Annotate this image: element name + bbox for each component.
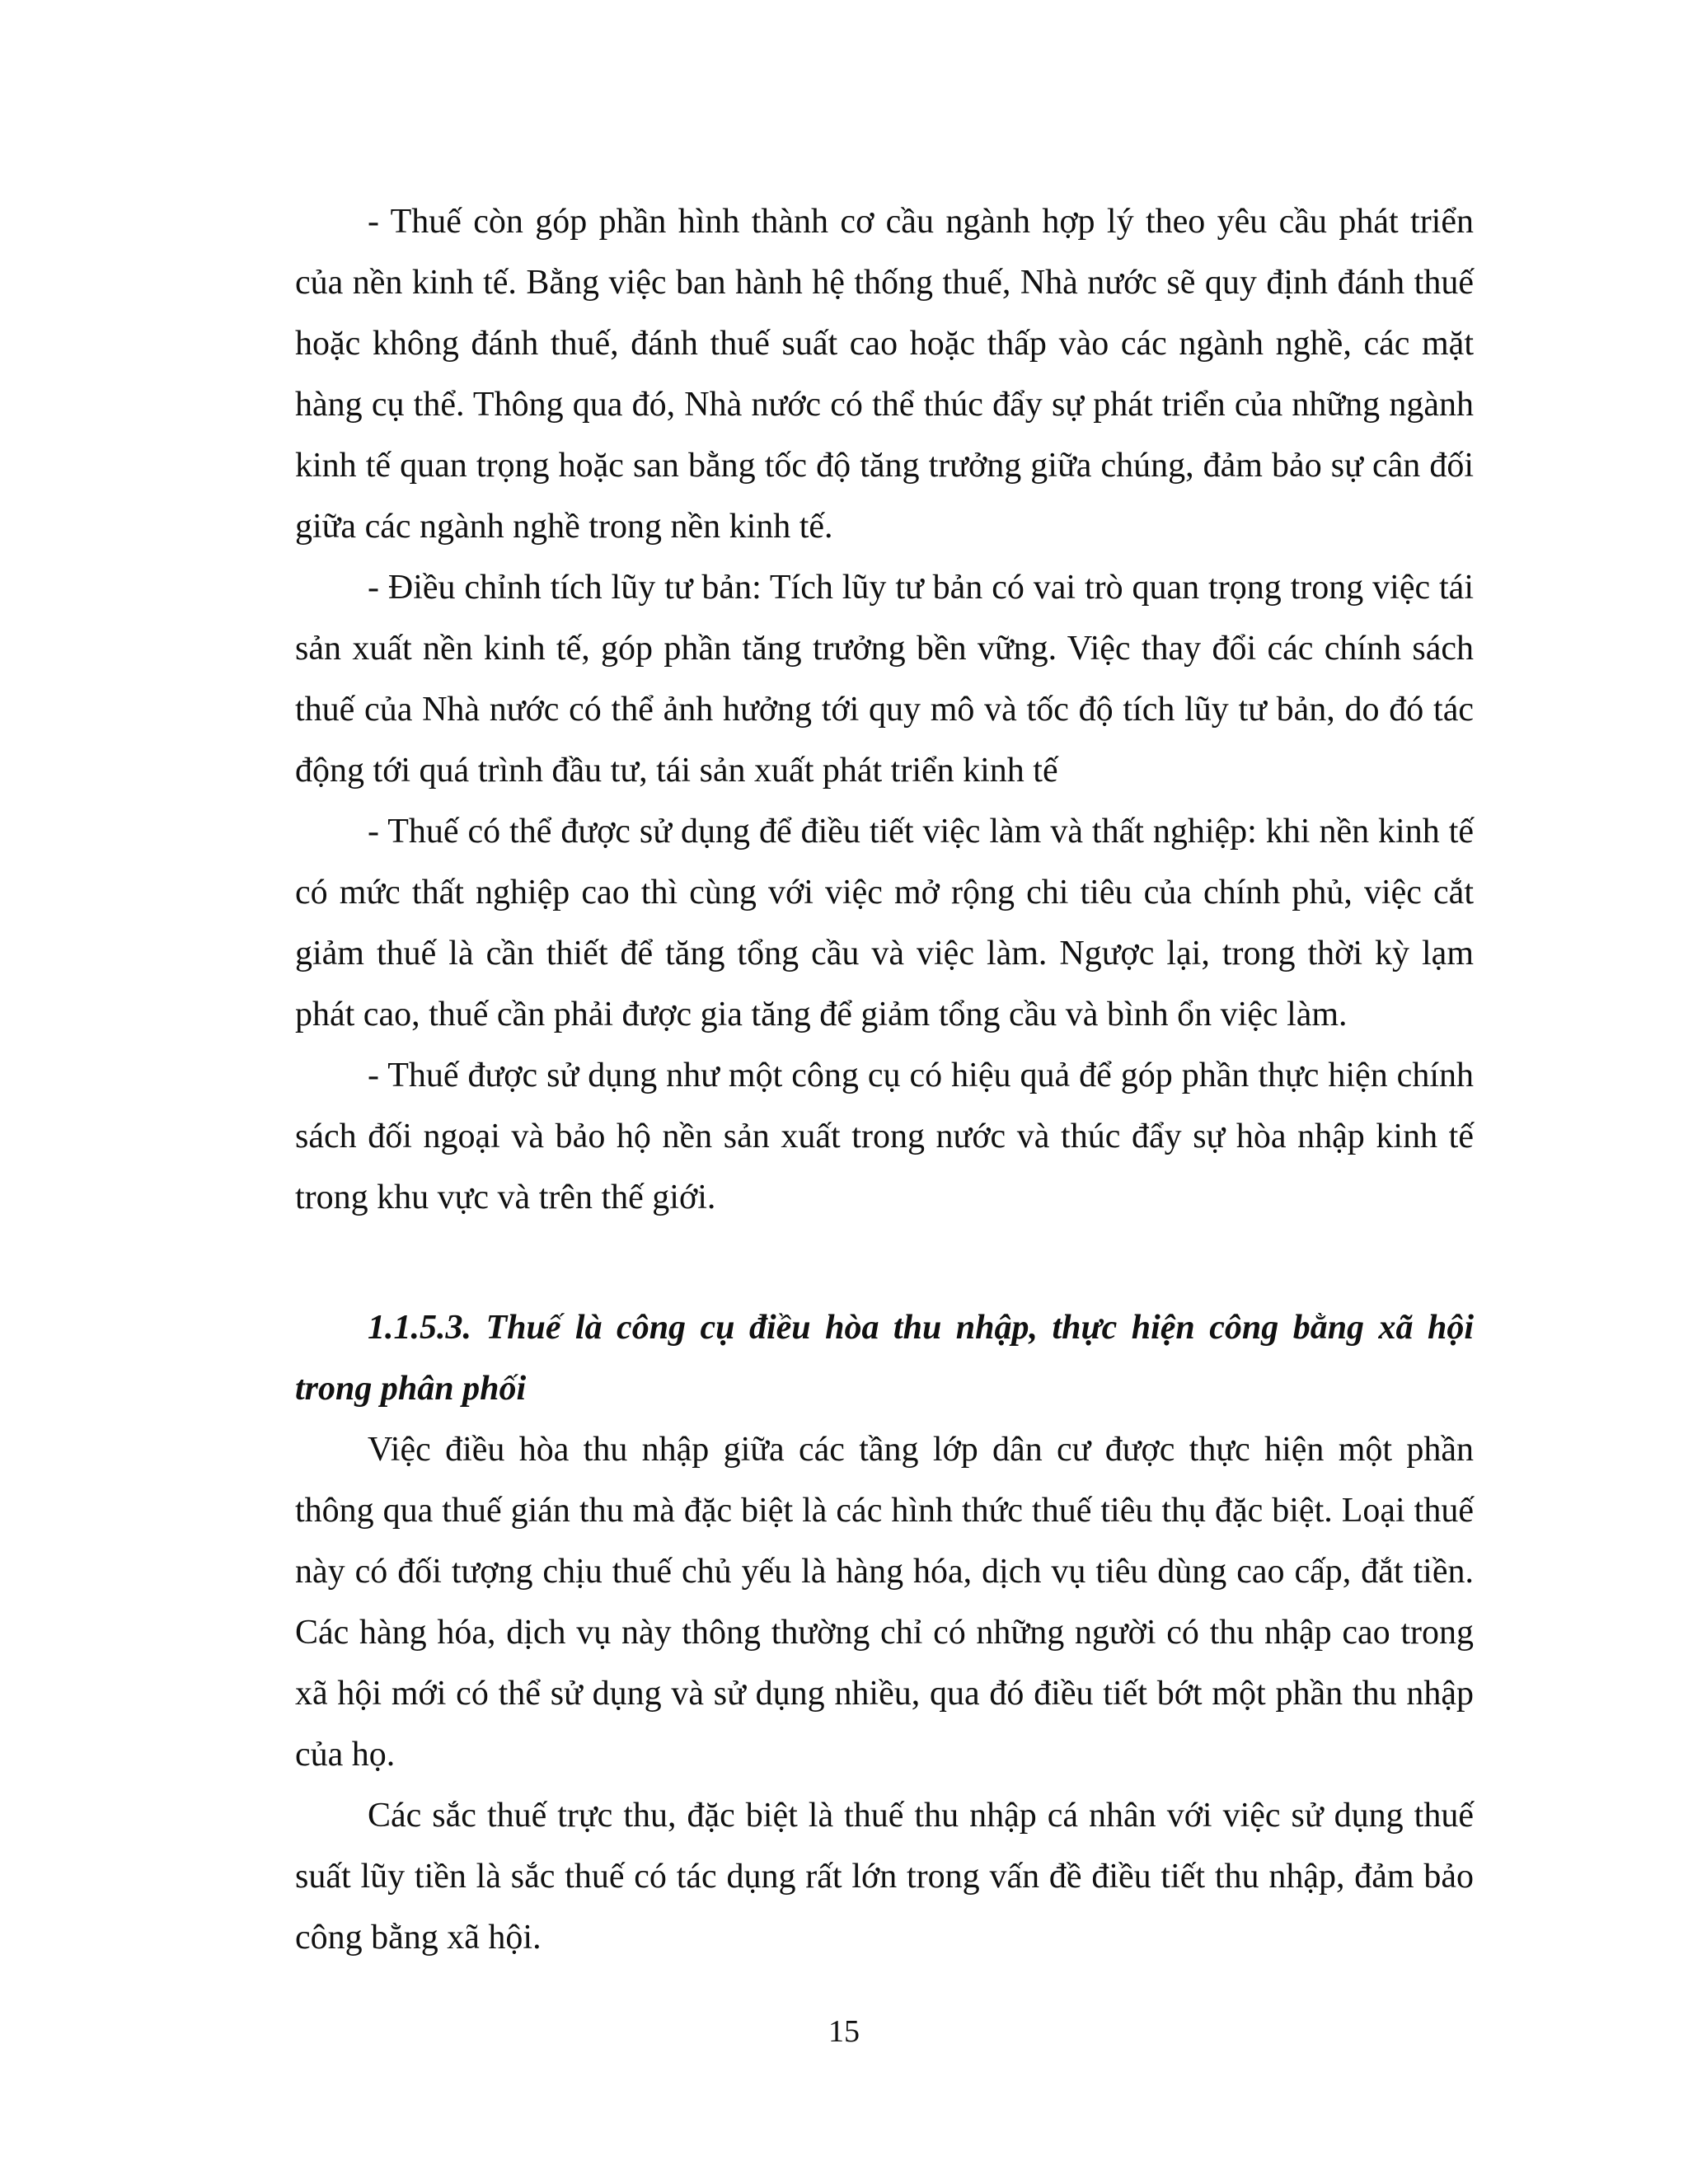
paragraph-industry-structure: - Thuế còn góp phần hình thành cơ cầu ngành hợp lý theo yêu cầu phát triển của nền kinh tế. Bằng việc ban hành hệ thống thuế, Nhà nước sẽ quy định đánh thuế hoặc không đánh thuế, đánh thuế suất cao hoặc thấp vào các ngành nghề, các mặt hàng cụ thể. Thông qua đó, Nhà nước có thể thúc đẩy sự phát triển của những ngành kinh tế quan trọng hoặc san bằng tốc độ tăng trưởng giữa chúng, đảm bảo sự cân đối giữa các ngành nghề trong nền kinh tế. [295, 203, 1474, 546]
paragraph-employment: - Thuế có thể được sử dụng để điều tiết việc làm và thất nghiệp: khi nền kinh tế có mức thất nghiệp cao thì cùng với việc mở rộng chi tiêu của chính phủ, việc cắt giảm thuế là cần thiết để tăng tổng cầu và việc làm. Ngược lại, trong thời kỳ lạm phát cao, thuế cần phải được gia tăng để giảm tổng cầu và bình ổn việc làm. [295, 813, 1474, 1033]
paragraph-indirect-tax: Việc điều hòa thu nhập giữa các tầng lớp dân cư được thực hiện một phần thông qua thuế gián thu mà đặc biệt là các hình thức thuế tiêu thụ đặc biệt. Loại thuế này có đối tượng chịu thuế chủ yếu là hàng hóa, dịch vụ tiêu dùng cao cấp, đắt tiền. Các hàng hóa, dịch vụ này thông thường chỉ có những người có thu nhập cao trong xã hội mới có thể sử dụng và sử dụng nhiều, qua đó điều tiết bớt một phần thu nhập của họ. [295, 1431, 1474, 1774]
page-number: 15 [828, 2014, 860, 2049]
section-heading: 1.1.5.3. Thuế là công cụ điều hòa thu nhập, thực hiện công bằng xã hội trong phân phối [295, 1309, 1474, 1408]
paragraph-direct-tax: Các sắc thuế trực thu, đặc biệt là thuế thu nhập cá nhân với việc sử dụng thuế suất lũy tiền là sắc thuế có tác dụng rất lớn trong vấn đề điều tiết thu nhập, đảm bảo công bằng xã hội. [295, 1797, 1474, 1957]
paragraph-foreign-policy: - Thuế được sử dụng như một công cụ có hiệu quả để góp phần thực hiện chính sách đối ngoại và bảo hộ nền sản xuất trong nước và thúc đẩy sự hòa nhập kinh tế trong khu vực và trên thế giới. [295, 1057, 1474, 1216]
paragraph-capital-accumulation: - Điều chỉnh tích lũy tư bản: Tích lũy tư bản có vai trò quan trọng trong việc tái sản xuất nền kinh tế, góp phần tăng trưởng bền vững. Việc thay đổi các chính sách thuế của Nhà nước có thể ảnh hưởng tới quy mô và tốc độ tích lũy tư bản, do đó tác động tới quá trình đầu tư, tái sản xuất phát triển kinh tế [295, 569, 1474, 790]
page-body [295, 191, 1474, 1968]
